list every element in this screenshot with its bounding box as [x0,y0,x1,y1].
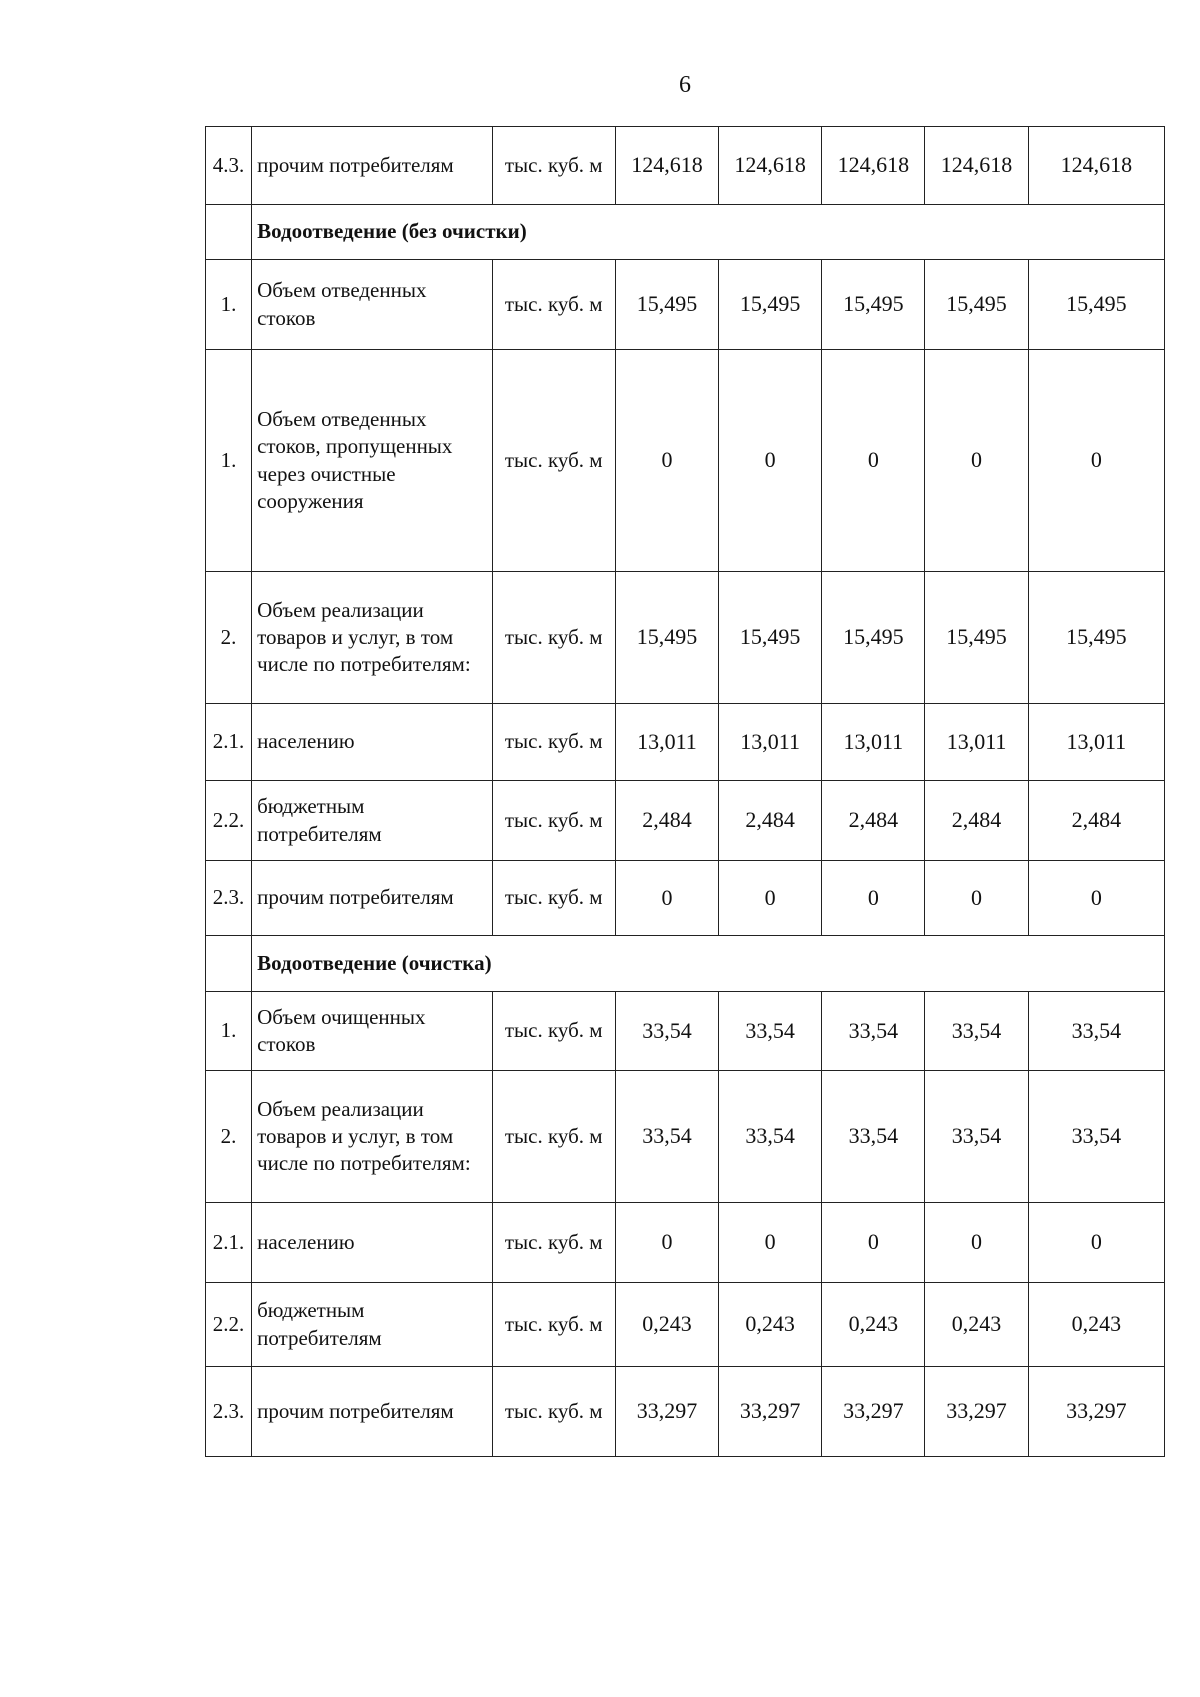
unit-cell: тыс. куб. м [492,1367,615,1457]
unit-cell: тыс. куб. м [492,127,615,205]
indicator-name-cell: бюджетным потребителям [252,781,493,861]
unit-cell: тыс. куб. м [492,350,615,572]
value-cell: 0 [719,861,822,936]
table-row [206,1071,1165,1203]
value-cell: 2,484 [822,781,925,861]
value-cell: 0 [822,350,925,572]
indicator-name-cell: населению [252,1203,493,1283]
value-cell: 124,618 [822,127,925,205]
data-table [205,126,1165,1457]
table-row [206,1367,1165,1457]
unit-cell: тыс. куб. м [492,781,615,861]
value-cell: 0 [615,1203,718,1283]
value-cell: 2,484 [925,781,1028,861]
value-cell: 33,54 [822,1071,925,1203]
table-row [206,781,1165,861]
row-number-cell: 1. [206,992,252,1071]
value-cell: 0 [615,350,718,572]
value-cell: 15,495 [719,572,822,704]
row-number-cell: 2.2. [206,1283,252,1367]
row-number-cell [206,205,252,260]
table-row [206,992,1165,1071]
unit-cell: тыс. куб. м [492,260,615,350]
value-cell: 15,495 [1028,260,1164,350]
value-cell: 0 [925,861,1028,936]
section-title: Водоотведение (очистка) [252,936,1165,992]
value-cell: 15,495 [615,260,718,350]
value-cell: 33,54 [719,992,822,1071]
value-cell: 0 [822,1203,925,1283]
value-cell: 13,011 [925,704,1028,781]
table-row [206,861,1165,936]
value-cell: 15,495 [822,572,925,704]
indicator-name-cell: Объем реализации товаров и услуг, в том числе по потребителям: [252,1071,493,1203]
indicator-name-cell: населению [252,704,493,781]
value-cell: 0 [615,861,718,936]
value-cell: 0,243 [822,1283,925,1367]
value-cell: 0 [925,350,1028,572]
value-cell: 13,011 [719,704,822,781]
indicator-name-cell: Объем реализации товаров и услуг, в том числе по потребителям: [252,572,493,704]
value-cell: 0,243 [925,1283,1028,1367]
value-cell: 0,243 [615,1283,718,1367]
value-cell: 15,495 [1028,572,1164,704]
unit-cell: тыс. куб. м [492,1203,615,1283]
value-cell: 15,495 [615,572,718,704]
row-number-cell: 2. [206,1071,252,1203]
value-cell: 2,484 [719,781,822,861]
unit-cell: тыс. куб. м [492,572,615,704]
unit-cell: тыс. куб. м [492,1283,615,1367]
table-body [206,127,1165,1457]
value-cell: 33,54 [1028,992,1164,1071]
section-row [206,205,1165,260]
unit-cell: тыс. куб. м [492,704,615,781]
value-cell: 15,495 [925,260,1028,350]
value-cell: 0 [1028,861,1164,936]
row-number-cell: 2.1. [206,704,252,781]
value-cell: 0 [719,1203,822,1283]
value-cell: 124,618 [925,127,1028,205]
value-cell: 0 [925,1203,1028,1283]
value-cell: 0 [1028,350,1164,572]
indicator-name-cell: бюджетным потребителям [252,1283,493,1367]
unit-cell: тыс. куб. м [492,992,615,1071]
value-cell: 124,618 [1028,127,1164,205]
row-number-cell: 2.3. [206,1367,252,1457]
section-row [206,936,1165,992]
table-row [206,350,1165,572]
indicator-name-cell: прочим потребителям [252,1367,493,1457]
value-cell: 13,011 [1028,704,1164,781]
indicator-name-cell: прочим потребителям [252,127,493,205]
value-cell: 33,54 [822,992,925,1071]
value-cell: 33,54 [925,1071,1028,1203]
row-number-cell: 1. [206,350,252,572]
value-cell: 124,618 [615,127,718,205]
value-cell: 33,54 [719,1071,822,1203]
row-number-cell: 2.2. [206,781,252,861]
value-cell: 33,54 [615,1071,718,1203]
unit-cell: тыс. куб. м [492,1071,615,1203]
indicator-name-cell: Объем отведенных стоков, пропущенных через очистные сооружения [252,350,493,572]
value-cell: 0,243 [719,1283,822,1367]
value-cell: 33,54 [1028,1071,1164,1203]
value-cell: 13,011 [615,704,718,781]
table-row [206,704,1165,781]
value-cell: 2,484 [1028,781,1164,861]
row-number-cell: 2.3. [206,861,252,936]
table-row [206,572,1165,704]
value-cell: 124,618 [719,127,822,205]
value-cell: 15,495 [822,260,925,350]
indicator-name-cell: Объем очищенных стоков [252,992,493,1071]
table-row [206,1203,1165,1283]
value-cell: 2,484 [615,781,718,861]
value-cell: 33,297 [925,1367,1028,1457]
value-cell: 0,243 [1028,1283,1164,1367]
value-cell: 33,297 [719,1367,822,1457]
row-number-cell [206,936,252,992]
value-cell: 33,297 [1028,1367,1164,1457]
value-cell: 0 [822,861,925,936]
value-cell: 33,54 [615,992,718,1071]
section-title: Водоотведение (без очистки) [252,205,1165,260]
row-number-cell: 1. [206,260,252,350]
row-number-cell: 2.1. [206,1203,252,1283]
value-cell: 33,297 [822,1367,925,1457]
value-cell: 0 [719,350,822,572]
value-cell: 15,495 [925,572,1028,704]
row-number-cell: 2. [206,572,252,704]
table-row [206,260,1165,350]
value-cell: 33,297 [615,1367,718,1457]
indicator-name-cell: прочим потребителям [252,861,493,936]
value-cell: 0 [1028,1203,1164,1283]
table-row [206,127,1165,205]
unit-cell: тыс. куб. м [492,861,615,936]
value-cell: 33,54 [925,992,1028,1071]
row-number-cell: 4.3. [206,127,252,205]
value-cell: 15,495 [719,260,822,350]
table-row [206,1283,1165,1367]
indicator-name-cell: Объем отведенных стоков [252,260,493,350]
page-number: 6 [679,72,691,98]
value-cell: 13,011 [822,704,925,781]
